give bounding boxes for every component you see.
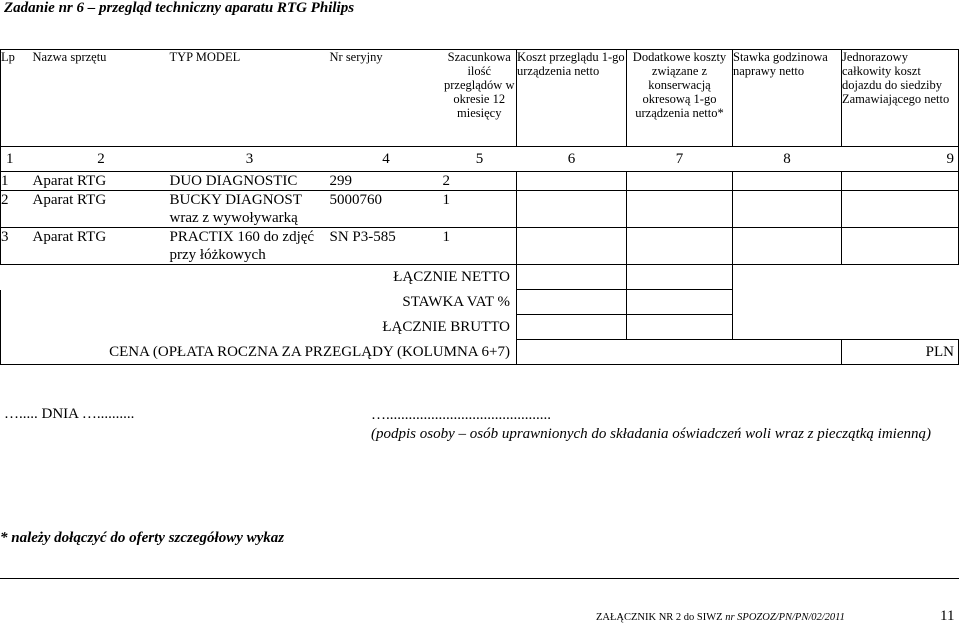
net-total-row	[1, 265, 959, 290]
row-travel-cost[interactable]	[842, 172, 959, 191]
row-quantity: 2	[443, 172, 517, 191]
footer-label	[596, 612, 845, 623]
header-hourly-rate: Stawka godzinowa naprawy netto	[733, 50, 842, 147]
net-total-extra-cell[interactable]	[627, 265, 733, 290]
row-travel-cost[interactable]	[842, 191, 959, 228]
row-hourly-rate[interactable]	[733, 191, 842, 228]
signature-note: (podpis osoby – osób uprawnionych do składania oświadczeń woli wraz z pieczątką imienną)	[371, 426, 931, 442]
gross-total-row	[1, 315, 959, 340]
vat-row	[1, 290, 959, 315]
table-row	[1, 191, 959, 228]
colnum-7: 7	[627, 147, 733, 172]
row-extra-cost[interactable]	[627, 191, 733, 228]
colnum-4: 4	[330, 147, 443, 172]
colnum-1: 1	[1, 147, 33, 172]
row-model: DUO DIAGNOSTIC	[170, 172, 330, 191]
annual-price-label: CENA (OPŁATA ROCZNA ZA PRZEGLĄDY (KOLUMNA 6+7)	[1, 340, 517, 365]
page-number: 11	[940, 608, 955, 624]
currency-label: PLN	[842, 340, 959, 365]
vat-cell[interactable]	[517, 290, 627, 315]
row-model: BUCKY DIAGNOST wraz z wywoływarką	[170, 191, 330, 228]
footnote: * należy dołączyć do oferty szczegółowy wykaz	[0, 530, 285, 546]
header-quantity: Szacunkowa ilość przeglądów w okresie 12 miesięcy	[443, 50, 517, 147]
row-lp: 2	[1, 191, 33, 228]
net-total-cell[interactable]	[517, 265, 627, 290]
page-title: Zadanie nr 6 – przegląd techniczny aparatu RTG Philips	[4, 0, 355, 16]
vat-label: STAWKA VAT %	[1, 290, 517, 315]
net-total-label: ŁĄCZNIE NETTO	[1, 265, 517, 290]
row-name: Aparat RTG	[33, 191, 170, 228]
header-unit-cost: Koszt przeglądu 1-go urządzenia netto	[517, 50, 627, 147]
row-extra-cost[interactable]	[627, 228, 733, 265]
row-unit-cost[interactable]	[517, 191, 627, 228]
colnum-5: 5	[443, 147, 517, 172]
row-serial: 5000760	[330, 191, 443, 228]
table-row	[1, 172, 959, 191]
row-hourly-rate[interactable]	[733, 228, 842, 265]
colnum-2: 2	[33, 147, 170, 172]
row-extra-cost[interactable]	[627, 172, 733, 191]
footer-divider	[0, 578, 959, 579]
price-table	[0, 49, 959, 365]
row-quantity: 1	[443, 191, 517, 228]
colnum-9: 9	[842, 147, 959, 172]
net-total-blank	[733, 265, 959, 290]
header-travel-cost: Jednorazowy całkowity koszt dojazdu do siedziby Zamawiającego netto	[842, 50, 959, 147]
footer-label-prefix: ZAŁĄCZNIK NR 2 do SIWZ	[596, 612, 723, 623]
row-quantity: 1	[443, 228, 517, 265]
row-unit-cost[interactable]	[517, 172, 627, 191]
vat-extra-cell[interactable]	[627, 290, 733, 315]
gross-total-extra-cell[interactable]	[627, 315, 733, 340]
row-travel-cost[interactable]	[842, 228, 959, 265]
row-lp: 3	[1, 228, 33, 265]
table-row	[1, 228, 959, 265]
header-name: Nazwa sprzętu	[33, 50, 170, 147]
column-number-row	[1, 147, 959, 172]
signature-dots: …............................................	[371, 407, 551, 423]
signature-block	[371, 406, 931, 444]
row-name: Aparat RTG	[33, 172, 170, 191]
annual-price-row	[1, 340, 959, 365]
header-lp: Lp	[1, 50, 33, 147]
row-serial: SN P3-585	[330, 228, 443, 265]
header-row	[1, 50, 959, 147]
gross-total-cell[interactable]	[517, 315, 627, 340]
header-model: TYP MODEL	[170, 50, 330, 147]
header-extra-cost: Dodatkowe koszty związane z konserwacją okresową 1-go urządzenia netto*	[627, 50, 733, 147]
header-serial: Nr seryjny	[330, 50, 443, 147]
date-line: …..... DNIA …..........	[4, 406, 135, 422]
annual-price-cell[interactable]	[517, 340, 842, 365]
gross-total-blank	[733, 315, 959, 340]
colnum-6: 6	[517, 147, 627, 172]
gross-total-label: ŁĄCZNIE BRUTTO	[1, 315, 517, 340]
row-name: Aparat RTG	[33, 228, 170, 265]
row-model: PRACTIX 160 do zdjęć przy łóżkowych	[170, 228, 330, 265]
row-hourly-rate[interactable]	[733, 172, 842, 191]
row-unit-cost[interactable]	[517, 228, 627, 265]
colnum-3: 3	[170, 147, 330, 172]
row-serial: 299	[330, 172, 443, 191]
colnum-8: 8	[733, 147, 842, 172]
vat-blank	[733, 290, 959, 315]
footer-label-reference: nr SPOZOZ/PN/PN/02/2011	[725, 612, 845, 623]
row-lp: 1	[1, 172, 33, 191]
